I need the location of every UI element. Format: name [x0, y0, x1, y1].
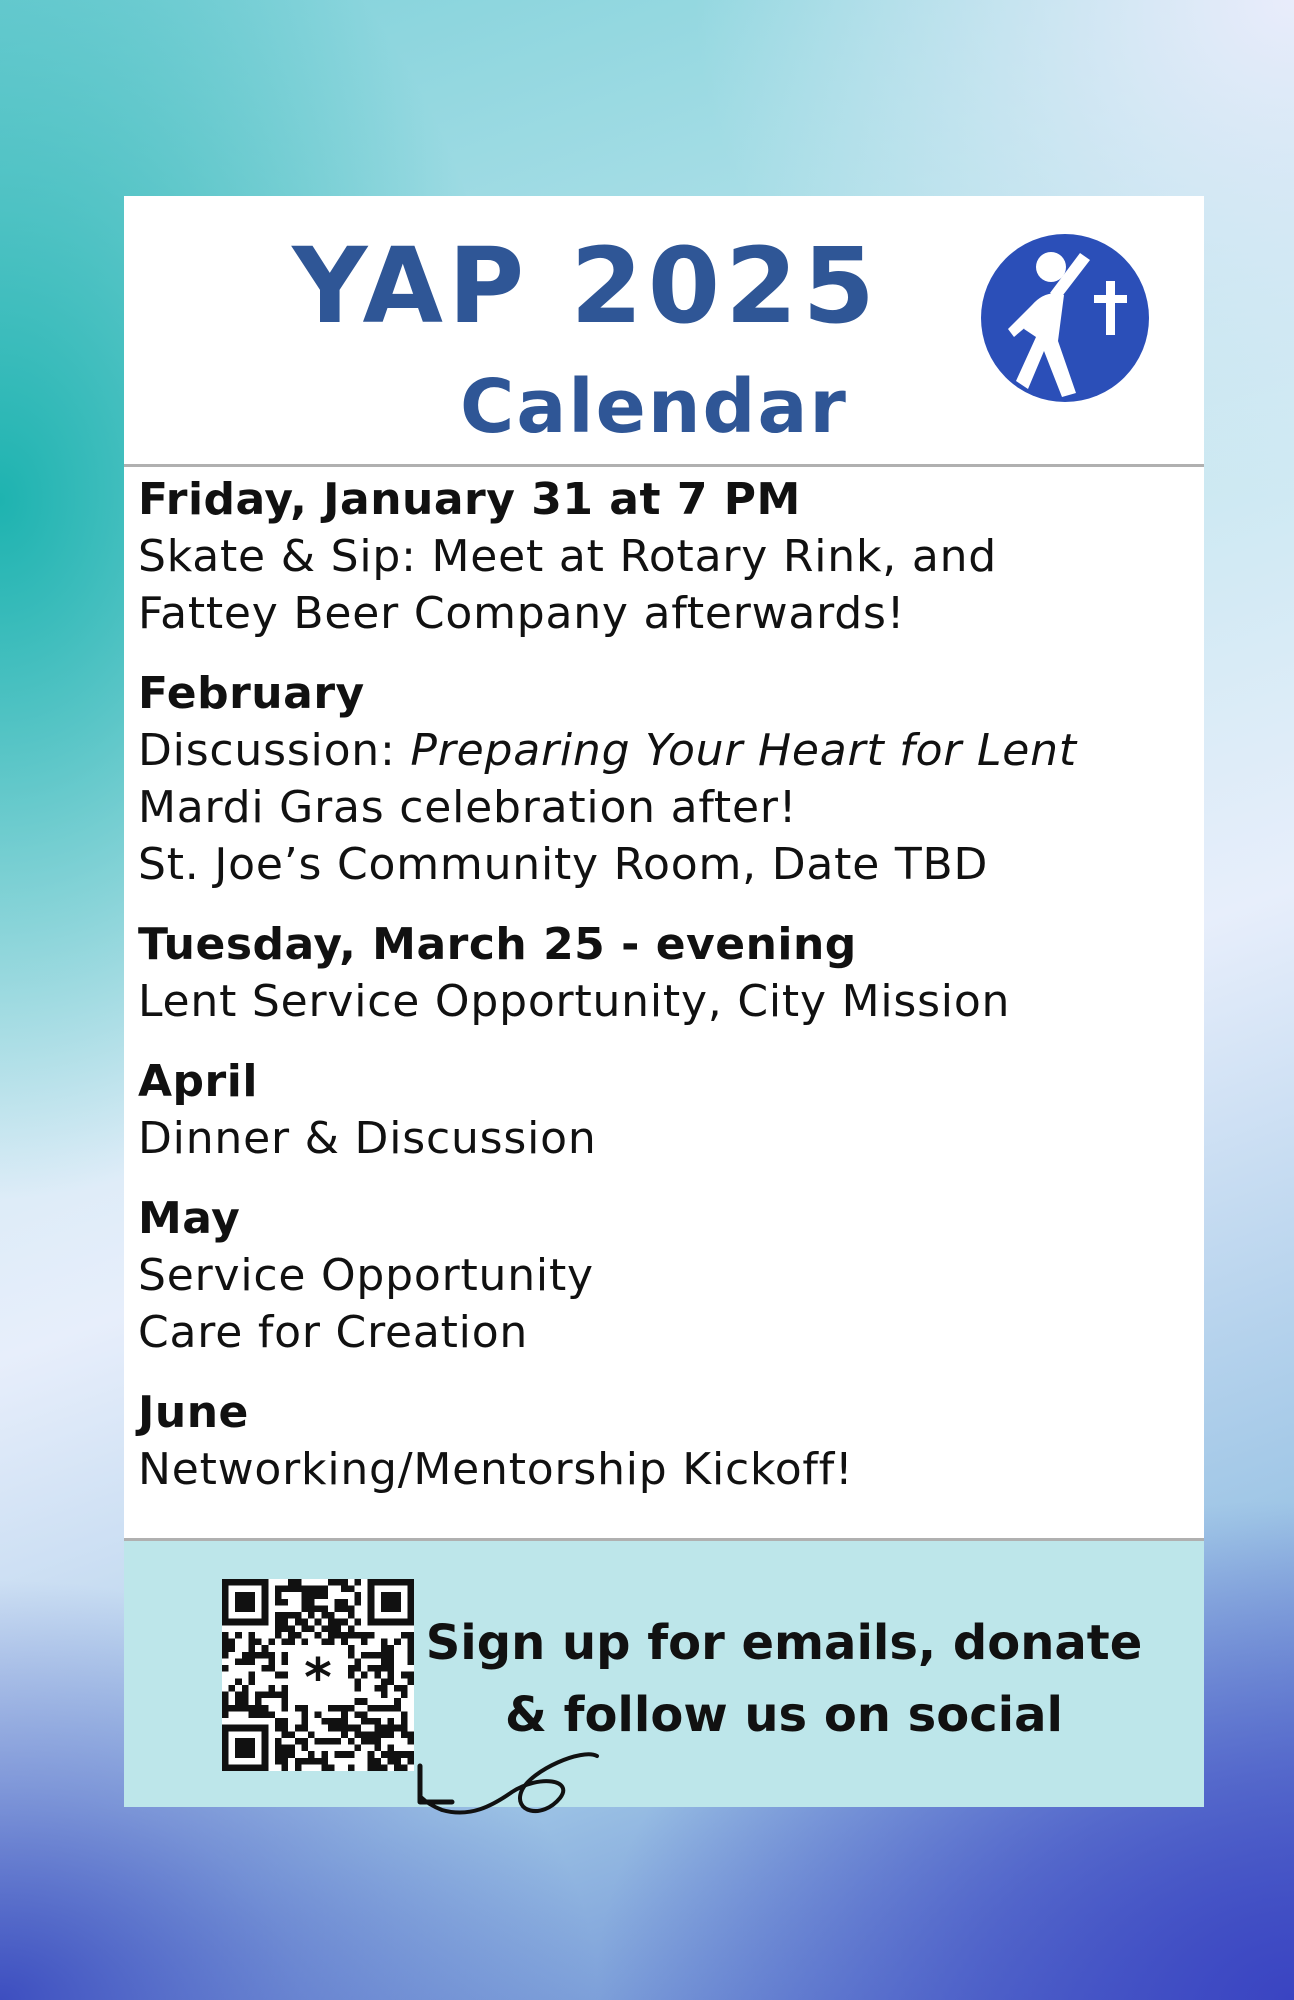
- event-january: [138, 472, 1188, 642]
- event-heading: February: [138, 668, 365, 719]
- cta-line-1: Sign up for emails, donate: [425, 1615, 1143, 1671]
- event-detail: Skate & Sip: Meet at Rotary Rink, and: [138, 531, 998, 582]
- event-february: [138, 666, 1188, 893]
- event-detail: Service Opportunity: [138, 1250, 594, 1301]
- discussion-title: Preparing Your Heart for Lent: [410, 725, 1077, 776]
- event-detail: Networking/Mentorship Kickoff!: [138, 1444, 854, 1495]
- event-detail: Care for Creation: [138, 1307, 529, 1358]
- event-list: [138, 472, 1188, 1522]
- event-detail: Lent Service Opportunity, City Mission: [138, 976, 1011, 1027]
- event-detail: Dinner & Discussion: [138, 1113, 597, 1164]
- person-cross-logo-icon: [980, 233, 1150, 403]
- event-may: [138, 1191, 1188, 1361]
- event-march: [138, 917, 1188, 1030]
- event-heading: Friday, January 31 at 7 PM: [138, 474, 801, 525]
- signup-footer: [124, 1538, 1204, 1807]
- event-detail: Fattey Beer Company afterwards!: [138, 588, 906, 639]
- event-heading: May: [138, 1193, 241, 1244]
- event-detail: Mardi Gras celebration after!: [138, 782, 798, 833]
- event-heading: June: [138, 1387, 249, 1438]
- event-june: [138, 1385, 1188, 1498]
- svg-text:*: *: [304, 1647, 332, 1709]
- event-detail: [138, 722, 1188, 779]
- discussion-label: Discussion:: [138, 725, 411, 776]
- event-detail: St. Joe’s Community Room, Date TBD: [138, 839, 989, 890]
- page-subtitle: Calendar: [460, 364, 848, 450]
- qr-code-icon[interactable]: [222, 1579, 414, 1771]
- event-heading: Tuesday, March 25 - evening: [138, 919, 857, 970]
- page-title: YAP 2025: [292, 225, 880, 347]
- event-april: [138, 1054, 1188, 1167]
- event-heading: April: [138, 1056, 258, 1107]
- curly-arrow-icon: [412, 1740, 612, 1850]
- signup-call-to-action: [424, 1607, 1144, 1751]
- cta-line-2: & follow us on social: [505, 1687, 1063, 1743]
- calendar-card: [124, 196, 1204, 1804]
- calendar-header: [124, 196, 1204, 467]
